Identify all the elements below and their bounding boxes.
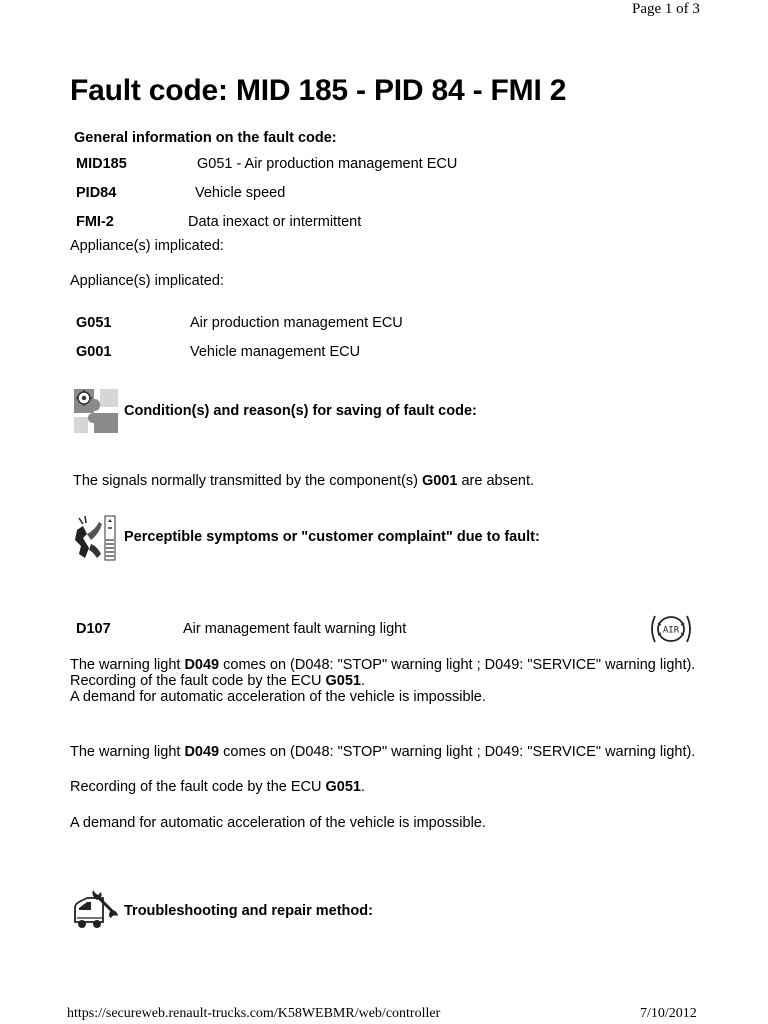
appliance-description: Air production management ECU xyxy=(190,315,403,331)
conditions-text: The signals normally transmitted by the component(s) G001 are absent. xyxy=(73,473,535,489)
symptom-description-block: The warning light D049 comes on (D048: "STOP" warning light ; D049: "SERVICE" warning light). Recording of the fault code by the ECU G051. A demand for automatic acceleration of the vehicle is impossible. xyxy=(70,657,696,705)
van-wrench-icon xyxy=(73,888,119,937)
mid-description: G051 - Air production management ECU xyxy=(197,156,458,172)
warning-description: Air management fault warning light xyxy=(183,621,407,637)
general-info-heading: General information on the fault code: xyxy=(74,130,337,146)
gear-puzzle-icon xyxy=(74,389,118,438)
air-warning-light-icon xyxy=(649,611,693,652)
conditions-heading: Condition(s) and reason(s) for saving of fault code: xyxy=(124,403,477,419)
appliance-code: G051 xyxy=(76,315,112,331)
appliances-label: Appliance(s) implicated: xyxy=(70,238,224,254)
appliance-description: Vehicle management ECU xyxy=(190,344,361,360)
page-title: Fault code: MID 185 - PID 84 - FMI 2 xyxy=(70,74,567,107)
mid-code: MID185 xyxy=(76,156,127,172)
fmi-description: Data inexact or intermittent xyxy=(188,214,362,230)
symptoms-heading: Perceptible symptoms or "customer complaint" due to fault: xyxy=(124,529,540,545)
warning-code: D107 xyxy=(76,621,111,637)
appliances-label: Appliance(s) implicated: xyxy=(70,273,224,289)
troubleshooting-heading: Troubleshooting and repair method: xyxy=(124,903,373,919)
symptom-description-block: The warning light D049 comes on (D048: "STOP" warning light ; D049: "SERVICE" warning light). Recording of the fault code by the ECU G051. A demand for automatic acceleration of the vehicle is impossible. xyxy=(70,744,696,831)
page-indicator: Page 1 of 3 xyxy=(632,1,700,17)
svg-text:AIR: AIR xyxy=(662,625,680,636)
driver-complaint-icon xyxy=(73,514,117,567)
footer-url[interactable]: https://secureweb.renault-trucks.com/K58WEBMR/web/controller xyxy=(67,1006,441,1021)
pid-description: Vehicle speed xyxy=(195,185,286,201)
footer-date: 7/10/2012 xyxy=(640,1006,697,1021)
fmi-code: FMI-2 xyxy=(76,214,114,230)
pid-code: PID84 xyxy=(76,185,117,201)
appliance-code: G001 xyxy=(76,344,112,360)
